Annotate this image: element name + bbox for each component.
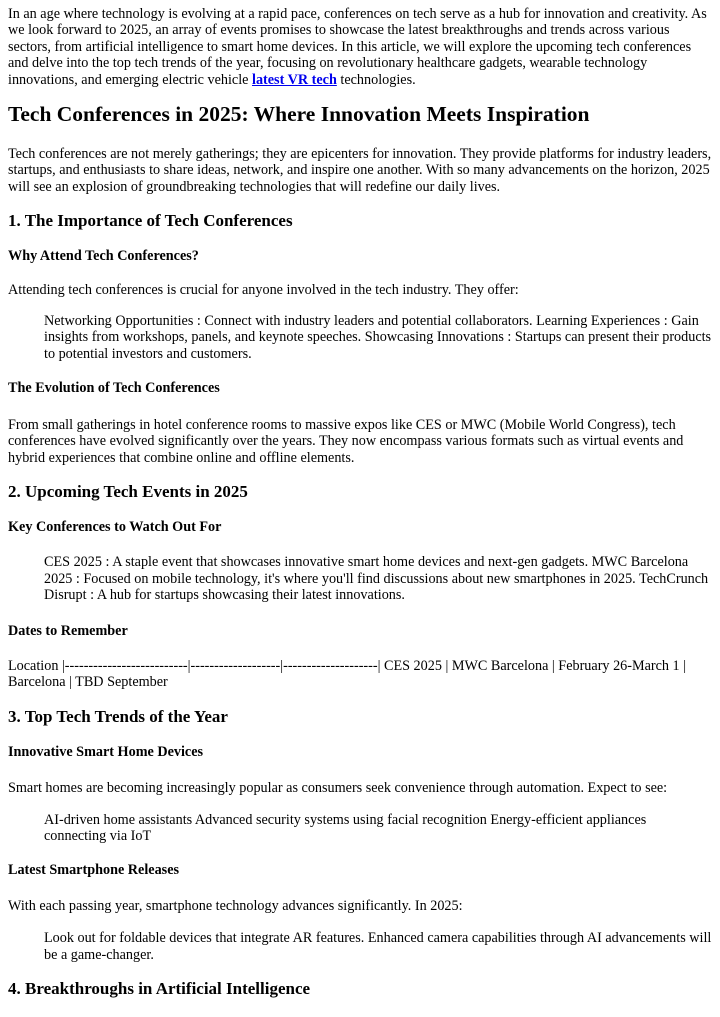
smart-home-text: Smart homes are becoming increasingly popular as consumers seek convenience through automation. Expect to see: — [8, 780, 668, 797]
intro-text-after-link: technologies. — [336, 71, 416, 88]
smart-home-heading: Innovative Smart Home Devices — [8, 743, 204, 760]
why-attend-text: Attending tech conferences is crucial for anyone involved in the tech industry. They offer: — [8, 281, 519, 298]
smartphone-text: With each passing year, smartphone technology advances significantly. In 2025: — [8, 897, 463, 914]
section-3-heading: 3. Top Tech Trends of the Year — [8, 706, 228, 726]
latest-vr-tech-link[interactable]: latest VR tech — [252, 71, 337, 88]
dates-text: Location |--------------------------|-------------------|--------------------| CES 2025 | MWC Barcelona | February 26-March 1 | Barcelona | TBD September — [8, 657, 687, 691]
why-attend-heading: Why Attend Tech Conferences? — [8, 248, 199, 265]
evolution-text: From small gatherings in hotel conference rooms to massive expos like CES or MWC (Mobile World Congress), tech conferences have evolved significantly over the years. They now encompass various formats such as virtual events and hybrid experiences that combine online and offline elements. — [8, 416, 684, 466]
section-1-heading: 1. The Importance of Tech Conferences — [8, 211, 293, 231]
evolution-heading: The Evolution of Tech Conferences — [8, 380, 220, 397]
smartphone-heading: Latest Smartphone Releases — [8, 862, 180, 879]
page-title: Tech Conferences in 2025: Where Innovation Meets Inspiration — [8, 102, 590, 127]
smartphone-quote: Look out for foldable devices that integrate AR features. Enhanced camera capabilities through AI advancements will be a game-changer. — [44, 930, 712, 963]
dates-heading: Dates to Remember — [8, 622, 128, 639]
key-conferences-heading: Key Conferences to Watch Out For — [8, 518, 222, 535]
key-conferences-quote: CES 2025 : A staple event that showcases innovative smart home devices and next-gen gadgets. MWC Barcelona 2025 : Focused on mobile technology, it's where you'll find discussions about new smartphones in 2025. TechCrunch Disrupt : A hub for startups showcasing their latest innovations. — [44, 554, 709, 604]
section-4-heading: 4. Breakthroughs in Artificial Intelligence — [8, 979, 311, 998]
smart-home-quote: AI-driven home assistants Advanced security systems using facial recognition Energy-efficient appliances connecting via IoT — [44, 811, 647, 844]
section-2-heading: 2. Upcoming Tech Events in 2025 — [8, 481, 248, 501]
why-attend-quote: Networking Opportunities : Connect with industry leaders and potential collaborators. Learning Experiences : Gain insights from workshops, panels, and keynote speeches. Showcasing Innovations : Startups can present their products to potential investors and customers. — [44, 313, 712, 362]
intro-text-before-link: In an age where technology is evolving at a rapid pace, conferences on tech serve as a hub for innovation and creativity. As we look forward to 2025, an array of events promises to showcase the latest breakthroughs and trends across various sectors, from artificial intelligence to smart home devices. In this article, we will explore the upcoming tech conferences and delve into the top tech trends of the year, focusing on revolutionary healthcare gadgets, wearable technology innovations, and emerging electric vehicle — [8, 6, 707, 88]
lead-paragraph: Tech conferences are not merely gatherings; they are epicenters for innovation. They provide platforms for industry leaders, startups, and enthusiasts to share ideas, network, and inspire one another. With so many advancements on the horizon, 2025 will see an explosion of groundbreaking technologies that will redefine our daily lives. — [8, 146, 712, 195]
intro-paragraph — [8, 0, 712, 88]
